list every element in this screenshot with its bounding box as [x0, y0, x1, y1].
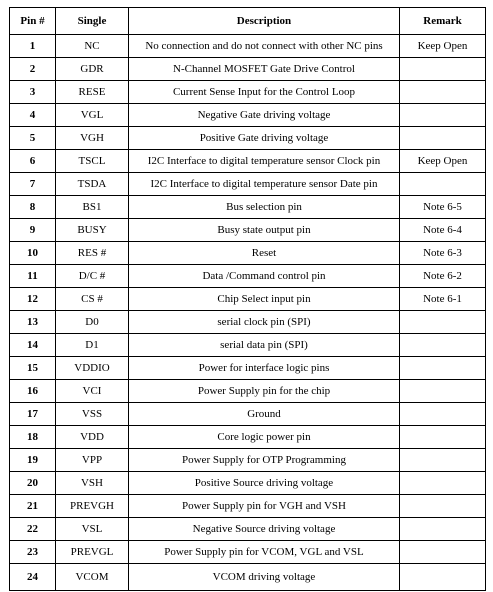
table-row [10, 265, 486, 288]
signal-name-cell: VSL [56, 518, 129, 541]
description-cell: Positive Gate driving voltage [129, 127, 400, 150]
pin-number-cell: 7 [10, 173, 56, 196]
header-single: Single [56, 8, 129, 35]
signal-name-cell: VGL [56, 104, 129, 127]
pin-number-cell: 18 [10, 426, 56, 449]
remark-cell [400, 403, 486, 426]
remark-cell [400, 104, 486, 127]
remark-cell: Keep Open [400, 35, 486, 58]
signal-name-cell: RESE [56, 81, 129, 104]
header-pin: Pin # [10, 8, 56, 35]
table-row [10, 219, 486, 242]
pin-number-cell: 2 [10, 58, 56, 81]
signal-name-cell: BUSY [56, 219, 129, 242]
signal-name-cell: GDR [56, 58, 129, 81]
remark-cell: Note 6-5 [400, 196, 486, 219]
description-cell: Power Supply pin for VCOM, VGL and VSL [129, 541, 400, 564]
pin-number-cell: 15 [10, 357, 56, 380]
signal-name-cell: VCI [56, 380, 129, 403]
description-cell: Busy state output pin [129, 219, 400, 242]
header-row [10, 8, 486, 35]
description-cell: I2C Interface to digital temperature sensor Date pin [129, 173, 400, 196]
description-cell: Power Supply for OTP Programming [129, 449, 400, 472]
table-row [10, 380, 486, 403]
description-cell: N-Channel MOSFET Gate Drive Control [129, 58, 400, 81]
signal-name-cell: VDDIO [56, 357, 129, 380]
pin-definition-table [9, 7, 486, 591]
remark-cell [400, 495, 486, 518]
description-cell: Positive Source driving voltage [129, 472, 400, 495]
pin-number-cell: 3 [10, 81, 56, 104]
pin-number-cell: 23 [10, 541, 56, 564]
table-row [10, 495, 486, 518]
pin-number-cell: 5 [10, 127, 56, 150]
pin-number-cell: 17 [10, 403, 56, 426]
signal-name-cell: TSCL [56, 150, 129, 173]
table-row [10, 35, 486, 58]
description-cell: Chip Select input pin [129, 288, 400, 311]
description-cell: Bus selection pin [129, 196, 400, 219]
table-row [10, 472, 486, 495]
remark-cell [400, 449, 486, 472]
table-row [10, 541, 486, 564]
description-cell: No connection and do not connect with other NC pins [129, 35, 400, 58]
remark-cell [400, 334, 486, 357]
pin-number-cell: 9 [10, 219, 56, 242]
description-cell: Power Supply pin for the chip [129, 380, 400, 403]
remark-cell [400, 58, 486, 81]
remark-cell [400, 426, 486, 449]
description-cell: VCOM driving voltage [129, 564, 400, 591]
pin-number-cell: 8 [10, 196, 56, 219]
pin-number-cell: 13 [10, 311, 56, 334]
signal-name-cell: VPP [56, 449, 129, 472]
description-cell: Core logic power pin [129, 426, 400, 449]
remark-cell [400, 173, 486, 196]
table-row [10, 311, 486, 334]
pin-number-cell: 10 [10, 242, 56, 265]
table-row [10, 564, 486, 591]
description-cell: Power Supply pin for VGH and VSH [129, 495, 400, 518]
header-remark: Remark [400, 8, 486, 35]
remark-cell [400, 564, 486, 591]
description-cell: Data /Command control pin [129, 265, 400, 288]
signal-name-cell: D/C # [56, 265, 129, 288]
signal-name-cell: BS1 [56, 196, 129, 219]
table-row [10, 357, 486, 380]
table-row [10, 449, 486, 472]
remark-cell [400, 81, 486, 104]
description-cell: Reset [129, 242, 400, 265]
remark-cell [400, 127, 486, 150]
header-description: Description [129, 8, 400, 35]
pin-number-cell: 19 [10, 449, 56, 472]
pin-number-cell: 4 [10, 104, 56, 127]
remark-cell [400, 472, 486, 495]
signal-name-cell: RES # [56, 242, 129, 265]
pin-number-cell: 6 [10, 150, 56, 173]
signal-name-cell: PREVGL [56, 541, 129, 564]
table-row [10, 104, 486, 127]
remark-cell: Keep Open [400, 150, 486, 173]
table-row [10, 288, 486, 311]
remark-cell: Note 6-1 [400, 288, 486, 311]
pin-number-cell: 11 [10, 265, 56, 288]
description-cell: Current Sense Input for the Control Loop [129, 81, 400, 104]
pin-number-cell: 1 [10, 35, 56, 58]
table-row [10, 518, 486, 541]
table-header [10, 8, 486, 35]
pin-number-cell: 20 [10, 472, 56, 495]
description-cell: Power for interface logic pins [129, 357, 400, 380]
remark-cell: Note 6-2 [400, 265, 486, 288]
table-body [10, 35, 486, 591]
table-row [10, 242, 486, 265]
table-row [10, 81, 486, 104]
remark-cell [400, 541, 486, 564]
description-cell: serial clock pin (SPI) [129, 311, 400, 334]
pin-number-cell: 24 [10, 564, 56, 591]
description-cell: I2C Interface to digital temperature sensor Clock pin [129, 150, 400, 173]
signal-name-cell: VGH [56, 127, 129, 150]
description-cell: Negative Source driving voltage [129, 518, 400, 541]
remark-cell [400, 357, 486, 380]
pin-number-cell: 21 [10, 495, 56, 518]
signal-name-cell: CS # [56, 288, 129, 311]
signal-name-cell: TSDA [56, 173, 129, 196]
signal-name-cell: VCOM [56, 564, 129, 591]
table-row [10, 127, 486, 150]
description-cell: serial data pin (SPI) [129, 334, 400, 357]
pin-number-cell: 22 [10, 518, 56, 541]
signal-name-cell: NC [56, 35, 129, 58]
signal-name-cell: D1 [56, 334, 129, 357]
signal-name-cell: VDD [56, 426, 129, 449]
pin-number-cell: 14 [10, 334, 56, 357]
table-row [10, 173, 486, 196]
remark-cell [400, 518, 486, 541]
table-row [10, 403, 486, 426]
signal-name-cell: VSH [56, 472, 129, 495]
table-row [10, 58, 486, 81]
table-row [10, 150, 486, 173]
signal-name-cell: D0 [56, 311, 129, 334]
remark-cell [400, 311, 486, 334]
signal-name-cell: VSS [56, 403, 129, 426]
description-cell: Ground [129, 403, 400, 426]
table-row [10, 426, 486, 449]
remark-cell: Note 6-3 [400, 242, 486, 265]
description-cell: Negative Gate driving voltage [129, 104, 400, 127]
remark-cell [400, 380, 486, 403]
remark-cell: Note 6-4 [400, 219, 486, 242]
table-row [10, 196, 486, 219]
table-row [10, 334, 486, 357]
pin-number-cell: 12 [10, 288, 56, 311]
pin-number-cell: 16 [10, 380, 56, 403]
signal-name-cell: PREVGH [56, 495, 129, 518]
